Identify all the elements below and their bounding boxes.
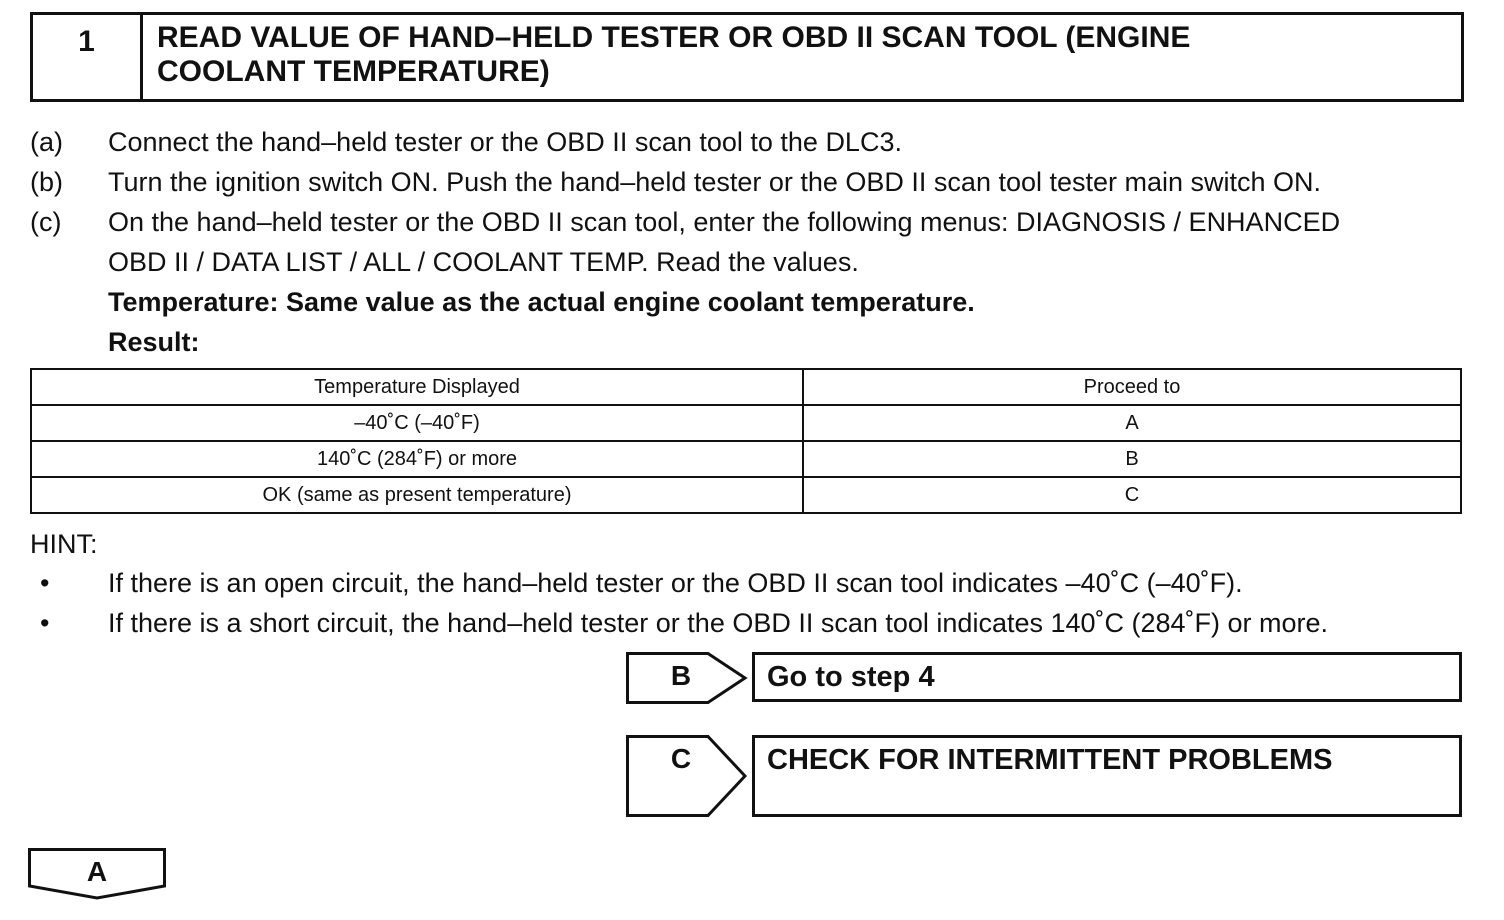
step-number: 1 — [33, 15, 143, 99]
instruction-text: Connect the hand–held tester or the OBD II scan tool to the DLC3. — [108, 127, 902, 157]
branch-c-action — [752, 735, 1462, 817]
step-title-line-2: COOLANT TEMPERATURE) — [157, 55, 550, 88]
table-cell: –40˚C (–40˚F) — [31, 405, 803, 441]
instruction-label: (c) — [30, 207, 62, 237]
instruction-text: On the hand–held tester or the OBD II scan tool, enter the following menus: DIAGNOSIS / ENHANCED — [108, 207, 1341, 237]
instruction-label: (a) — [30, 127, 63, 157]
branch-b-action — [752, 652, 1462, 702]
column-header: Temperature Displayed — [31, 369, 803, 405]
instruction-label: (b) — [30, 167, 63, 197]
branch-b-arrow — [626, 652, 748, 704]
step-title-line-1: READ VALUE OF HAND–HELD TESTER OR OBD II SCAN TOOL (ENGINE — [157, 21, 1191, 54]
table-row — [31, 477, 1461, 513]
step-header — [30, 12, 1464, 102]
hint-text: If there is an open circuit, the hand–held tester or the OBD II scan tool indicates –40˚C (–40˚F). — [108, 568, 1243, 598]
table-row — [31, 405, 1461, 441]
branch-c-arrow — [626, 735, 748, 817]
bullet-icon: • — [40, 608, 50, 638]
bullet-icon: • — [40, 568, 50, 598]
table-cell: OK (same as present temperature) — [31, 477, 803, 513]
result-label: Result: — [108, 327, 200, 357]
table-cell: B — [803, 441, 1461, 477]
spec-line: Temperature: Same value as the actual engine coolant temperature. — [108, 287, 975, 317]
branch-b-label: B — [670, 660, 692, 691]
table-cell: A — [803, 405, 1461, 441]
branch-c-label: C — [670, 743, 692, 774]
instruction-c-continuation: OBD II / DATA LIST / ALL / COOLANT TEMP. Read the values. — [108, 247, 859, 277]
column-header: Proceed to — [803, 369, 1461, 405]
table-header-row — [31, 369, 1461, 405]
branch-b-action-text: Go to step 4 — [767, 661, 935, 693]
result-table — [30, 368, 1462, 514]
table-cell: 140˚C (284˚F) or more — [31, 441, 803, 477]
table-cell: C — [803, 477, 1461, 513]
next-a-label: A — [86, 856, 108, 887]
instruction-text: Turn the ignition switch ON. Push the hand–held tester or the OBD II scan tool tester main switch ON. — [108, 167, 1322, 197]
hint-text: If there is a short circuit, the hand–held tester or the OBD II scan tool indicates 140˚C (284˚F) or more. — [108, 608, 1329, 638]
branch-c-action-text: CHECK FOR INTERMITTENT PROBLEMS — [767, 744, 1333, 776]
hint-label: HINT: — [30, 529, 98, 559]
table-row — [31, 441, 1461, 477]
step-title — [143, 15, 1461, 99]
next-a-arrow — [28, 848, 166, 900]
